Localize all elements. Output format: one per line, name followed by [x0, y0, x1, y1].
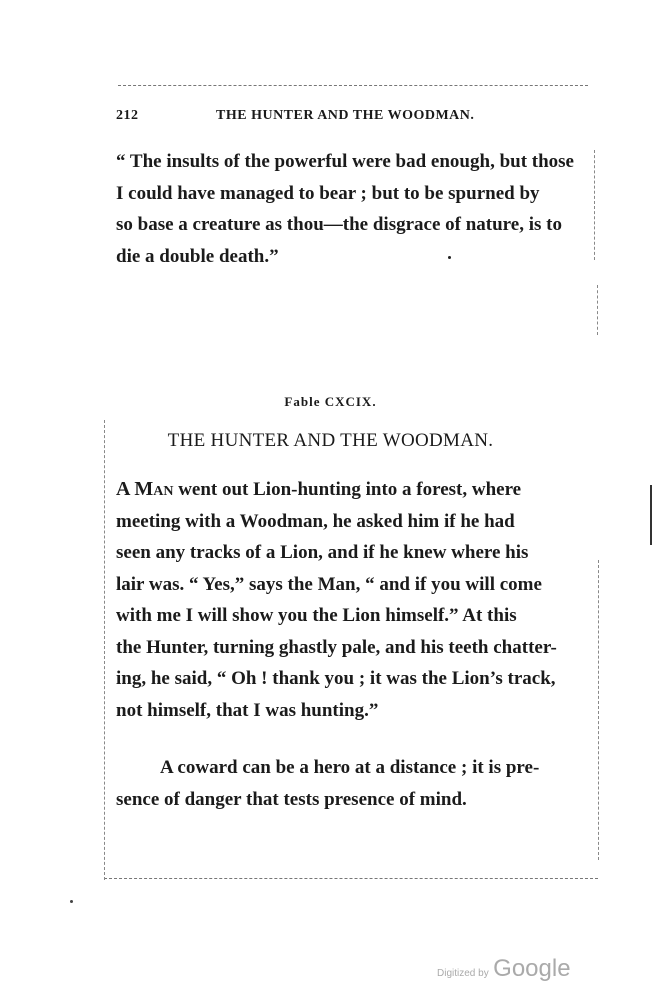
- opening-words: A Man: [116, 478, 174, 500]
- text-line: with me I will show you the Lion himself.” At this: [116, 605, 517, 626]
- right-margin-rule-top: [594, 150, 595, 260]
- text-line: meeting with a Woodman, he asked him if he had: [116, 510, 515, 532]
- right-margin-rule-low: [598, 560, 599, 860]
- watermark-small-text: Digitized by: [437, 968, 489, 979]
- text-line: A coward can be a hero at a distance ; it is pre-: [160, 757, 540, 778]
- digitized-by-google-watermark: [437, 955, 571, 983]
- text-line: ing, he said, “ Oh ! thank you ; it was the Lion’s track,: [116, 668, 556, 689]
- text-line: the Hunter, turning ghastly pale, and his teeth chatter-: [116, 636, 557, 658]
- text-line: lair was. “ Yes,” says the Man, “ and if you will come: [116, 573, 542, 595]
- page-number: 212: [116, 108, 139, 123]
- text-line: [116, 474, 586, 506]
- text-line: not himself, that I was hunting.”: [116, 699, 379, 721]
- stray-dot: [448, 256, 451, 259]
- bottom-border-rule: [104, 878, 598, 879]
- fable-moral: [116, 752, 586, 815]
- stray-dot: [70, 900, 73, 903]
- fable-title: THE HUNTER AND THE WOODMAN.: [167, 430, 494, 451]
- watermark-logo-text: Google: [493, 955, 571, 982]
- continuation-paragraph: [116, 146, 586, 272]
- text-line: I could have managed to bear ; but to be spurned by: [116, 182, 540, 204]
- left-margin-rule: [104, 420, 105, 880]
- fable-body: [116, 474, 586, 726]
- text-line: die a double death.”: [116, 245, 279, 267]
- text-line: so base a creature as thou—the disgrace of nature, is to: [116, 214, 562, 235]
- right-margin-rule-mid: [597, 285, 598, 335]
- running-header: [116, 108, 580, 132]
- opening-line-rest: went out Lion-hunting into a forest, where: [178, 479, 522, 500]
- text-line: “ The insults of the powerful were bad enough, but those: [116, 151, 574, 172]
- text-line: seen any tracks of a Lion, and if he knew where his: [116, 542, 529, 563]
- right-margin-solid-rule: [650, 485, 652, 545]
- running-title: THE HUNTER AND THE WOODMAN.: [216, 108, 475, 123]
- text-line: sence of danger that tests presence of mind.: [116, 788, 467, 810]
- top-border-rule: [118, 85, 588, 86]
- fable-number: Fable CXCIX.: [284, 394, 377, 409]
